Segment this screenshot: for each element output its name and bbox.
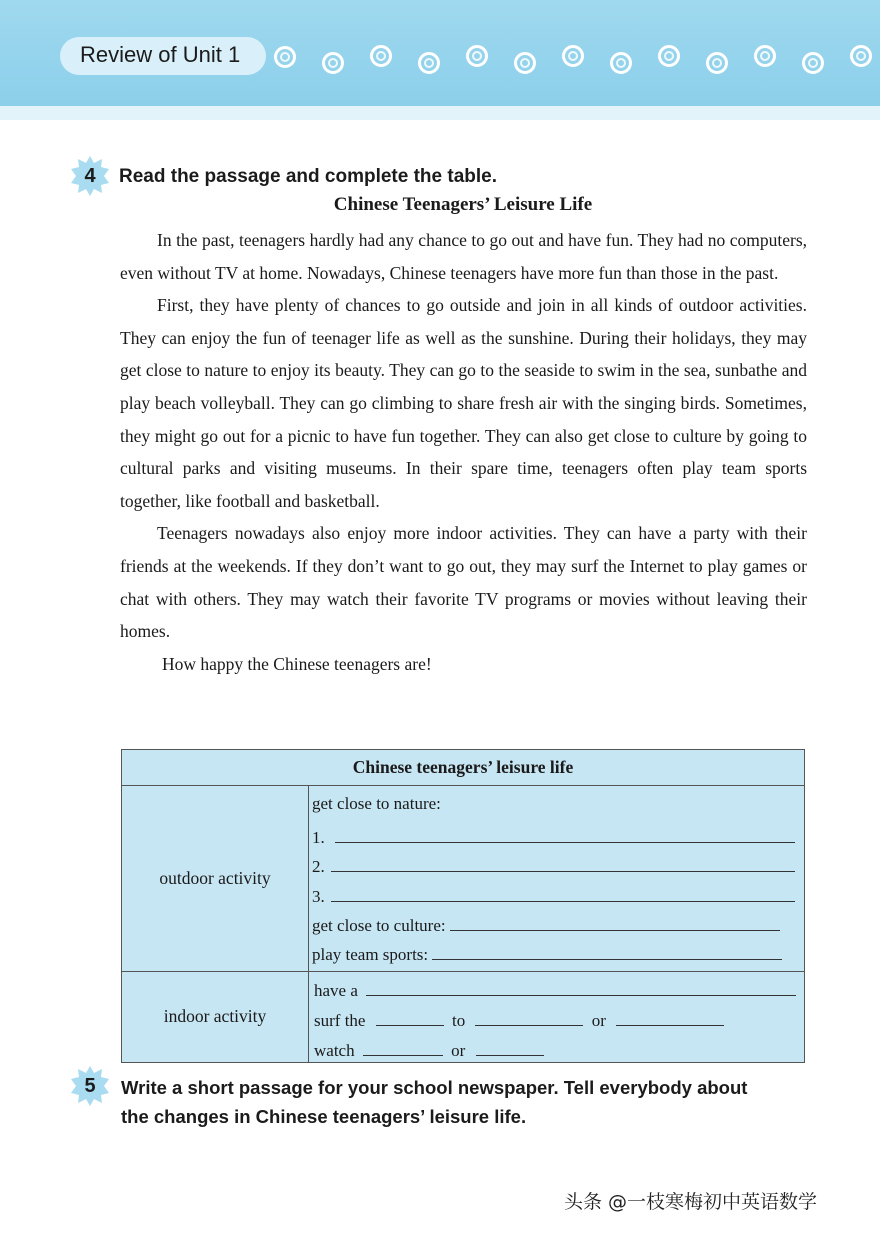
nature-item-2 xyxy=(312,853,795,877)
answer-blank[interactable] xyxy=(476,1037,544,1056)
passage xyxy=(120,224,807,680)
culture-prompt xyxy=(312,912,780,936)
answer-blank[interactable] xyxy=(616,1007,724,1026)
watch-prompt xyxy=(314,1037,544,1061)
decorative-ring-icon xyxy=(706,52,728,74)
surf-label: surf the xyxy=(314,1011,366,1030)
answer-blank[interactable] xyxy=(331,853,795,872)
answer-blank[interactable] xyxy=(366,977,796,996)
passage-title: Chinese Teenagers’ Leisure Life xyxy=(333,194,593,215)
party-prompt xyxy=(314,977,796,1001)
decorative-ring-icon xyxy=(466,45,488,67)
nature-label: get close to nature: xyxy=(312,794,441,813)
decorative-ring-icon xyxy=(274,46,296,68)
or-label: or xyxy=(451,1041,466,1060)
culture-label: get close to culture: xyxy=(312,916,446,935)
answer-blank[interactable] xyxy=(475,1007,583,1026)
item-number: 1. xyxy=(312,828,325,847)
answer-blank[interactable] xyxy=(450,912,780,931)
watch-label: watch xyxy=(314,1041,355,1060)
nature-item-3 xyxy=(312,883,795,907)
task-instruction: Read the passage and complete the table. xyxy=(119,166,497,187)
decorative-ring-icon xyxy=(418,52,440,74)
leisure-life-table xyxy=(121,749,805,1063)
item-number: 3. xyxy=(312,887,325,906)
item-number: 2. xyxy=(312,857,325,876)
indoor-activity-label: indoor activity xyxy=(163,1006,267,1026)
nature-prompt xyxy=(312,794,441,814)
header-strip xyxy=(0,106,880,120)
decorative-ring-icon xyxy=(610,52,632,74)
table-divider xyxy=(308,785,309,1062)
nature-item-1 xyxy=(312,824,795,848)
answer-blank[interactable] xyxy=(363,1037,443,1056)
watermark: 头条 @一枝寒梅初中英语数学 xyxy=(564,1191,818,1213)
sports-prompt xyxy=(312,941,782,965)
paragraph: First, they have plenty of chances to go outside and join in all kinds of outdoor activities. They can enjoy the fun of teenager life as well as the sunshine. During their holidays, they may get close to nature to enjoy its beauty. They can go to the seaside to swim in the sea, sunbathe and play beach volleyball. They can go climbing to share fresh air with the singing birds. Sometimes, they might go out for a picnic to have fun together. They can also get close to culture by going to cultural parks and visiting museums. In their spare time, teenagers often play team sports together, like football and basketball. xyxy=(120,295,807,511)
table-row-divider xyxy=(122,971,804,972)
task-instruction-line1: Write a short passage for your school newspaper. Tell everybody about xyxy=(121,1077,748,1098)
or-label: or xyxy=(591,1011,606,1030)
paragraph: In the past, teenagers hardly had any chance to go out and have fun. They had no computers, even without TV at home. Nowadays, Chinese teenagers have more fun than those in the past. xyxy=(120,230,807,283)
task-number-badge xyxy=(70,156,110,196)
task-number: 5 xyxy=(84,1074,96,1097)
sports-label: play team sports: xyxy=(312,945,429,964)
answer-blank[interactable] xyxy=(432,941,782,960)
answer-blank[interactable] xyxy=(335,824,795,843)
page-title: Review of Unit 1 xyxy=(80,42,241,67)
decorative-ring-icon xyxy=(658,45,680,67)
decorative-ring-icon xyxy=(322,52,344,74)
decorative-ring-icon xyxy=(754,45,776,67)
task-instruction-line2: the changes in Chinese teenagers’ leisure life. xyxy=(121,1106,527,1127)
paragraph: How happy the Chinese teenagers are! xyxy=(162,653,432,674)
decorative-ring-icon xyxy=(562,45,584,67)
surf-prompt xyxy=(314,1007,724,1031)
task-number-badge xyxy=(70,1066,110,1106)
decorative-ring-icon xyxy=(802,52,824,74)
decorative-ring-icon xyxy=(514,52,536,74)
paragraph: Teenagers nowadays also enjoy more indoor activities. They can have a party with their friends at the weekends. If they don’t want to go out, they may surf the Internet to play games or chat with others. They may watch their favorite TV programs or movies without leaving their homes. xyxy=(120,523,807,642)
task-number: 4 xyxy=(84,164,96,187)
have-label: have a xyxy=(314,981,358,1000)
answer-blank[interactable] xyxy=(331,883,795,902)
answer-blank[interactable] xyxy=(376,1007,444,1026)
decorative-ring-icon xyxy=(850,45,872,67)
outdoor-activity-label: outdoor activity xyxy=(159,868,271,888)
table-heading: Chinese teenagers’ leisure life xyxy=(122,750,804,786)
decorative-ring-icon xyxy=(370,45,392,67)
to-label: to xyxy=(451,1011,466,1030)
